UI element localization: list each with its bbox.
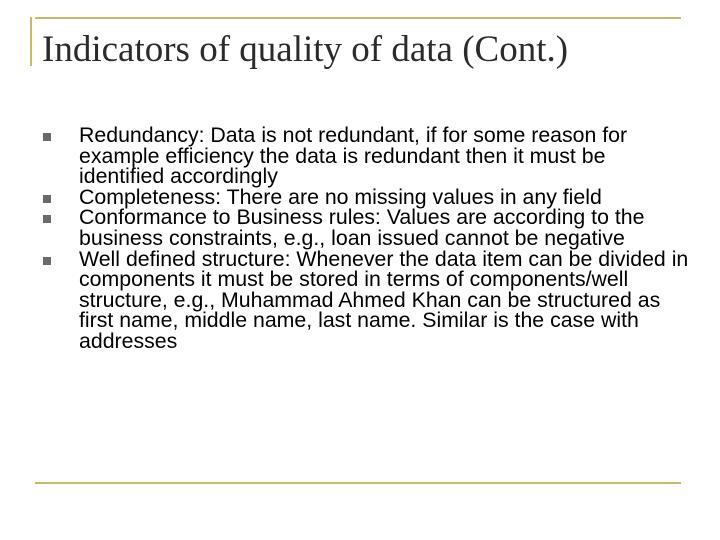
bullet-item-conformance bbox=[79, 207, 689, 248]
bottom-accent-rule bbox=[35, 482, 681, 484]
bullet-list bbox=[79, 125, 689, 352]
bullet-square-icon bbox=[43, 257, 51, 265]
bullet-text-structure: Well defined structure: Whenever the data item can be divided in components it must be stored in terms of components/well structure, e.g., Muhammad Ahmed Khan can be structured as first name, middle name, last name. Similar is the case with addresses bbox=[79, 246, 689, 353]
bullet-item-completeness bbox=[79, 184, 689, 209]
bullet-item-redundancy bbox=[79, 125, 689, 187]
bullet-square-icon bbox=[43, 133, 51, 141]
bullet-text-redundancy: Redundancy: Data is not redundant, if for some reason for example efficiency the data is redundant then it must be identified accordingly bbox=[79, 123, 628, 189]
bullet-square-icon bbox=[43, 215, 51, 223]
bullet-square-icon bbox=[43, 195, 51, 203]
top-accent-rule bbox=[35, 17, 681, 19]
bullet-item-structure bbox=[79, 246, 689, 353]
left-accent-rule bbox=[30, 17, 32, 66]
bullet-text-completeness: Completeness: There are no missing values in any field bbox=[79, 184, 602, 209]
slide-title: Indicators of quality of data (Cont.) bbox=[42, 29, 569, 70]
bullet-text-conformance: Conformance to Business rules: Values are according to the business constraints, e.g., loan issued cannot be negative bbox=[79, 205, 645, 250]
